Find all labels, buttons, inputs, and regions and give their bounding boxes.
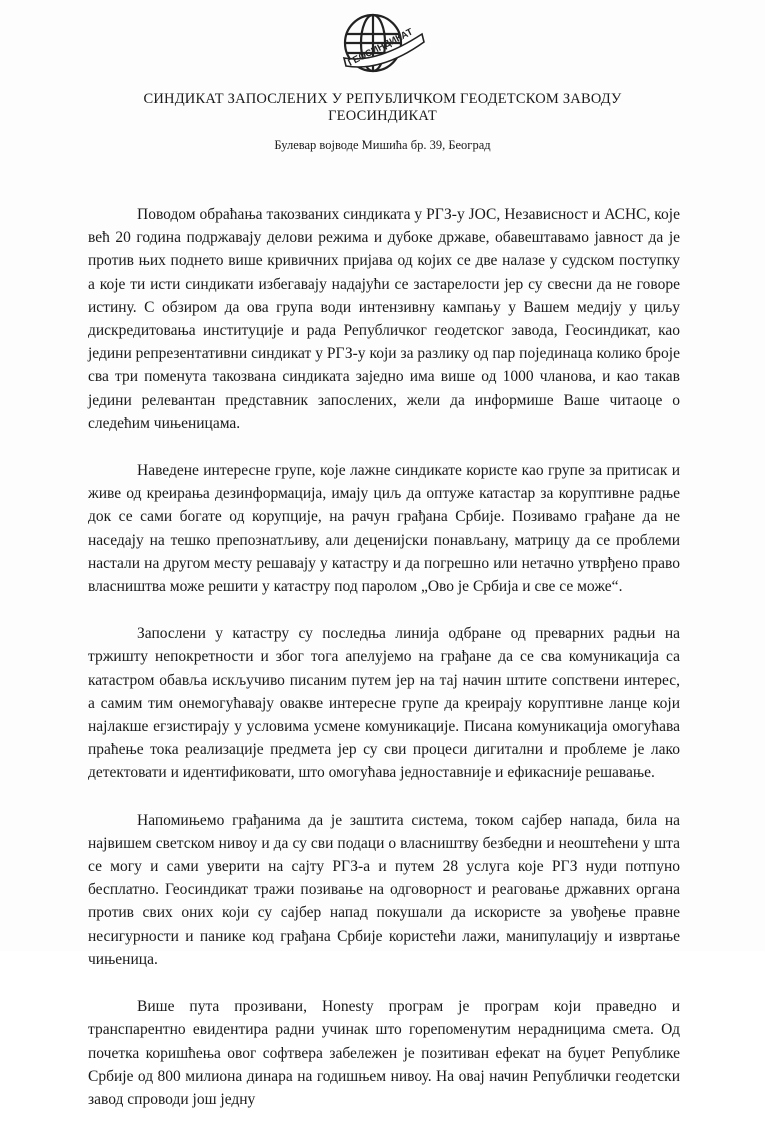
organization-name: СИНДИКАТ ЗАПОСЛЕНИХ У РЕПУБЛИЧКОМ ГЕОДЕТСКОМ ЗАВОДУ (143, 91, 622, 107)
organization-address: Булевар војводе Мишића бр. 39, Београд (274, 138, 491, 152)
paragraph-1: Поводом обраћања такозваних синдиката у РГЗ-у ЈОС, Независност и АСНС, које већ 20 година подржавају делови режима и дубоке државе, обавештавамо јавност да је против њих поднето више кривичних пријава од којих се две налазе у судском поступку а које ти исти синдикати избегавају надајући се застарелости јер су свесни да не говоре истину. С обзиром да ова група води интензивну кампању у Вашем медију у циљу дискредитовања институције и рада Републичког геодетског завода, Геосиндикат, као једини репрезентативни синдикат у РГЗ-у који за разлику од пар појединаца колико броје сва три поменута такозвана синдиката заједно има више од 1000 чланова, и као такав једини релевантан представник запослених, жели да информише Ваше читаоце о следећим чињеницама. (88, 206, 680, 432)
paragraph-3: Запослени у катастру су последња линија одбране од преварних радњи на тржишту непокретности и због тога апелујемо на грађане да се сва комуникација са катастром обавља искључиво писаним путем јер на тај начин штите сопствени интерес, а самим тим онемогућавају овакве интересне групе да креирају коруптивне ланце који најлакше егзистирају у условима усмене комуникације. Писана комуникација омогућава праћење тока реализације предмета јер су сви процеси дигитални и проблеме је лако детектовати и идентификовати, што омогућава једноставније и ефикасније решавање. (88, 625, 680, 782)
globe-logo-icon (336, 12, 426, 76)
letter-body (88, 203, 680, 1135)
paragraph-4: Напомињемо грађанима да је заштита система, током сајбер напада, била на највишем светском нивоу и да су сви подаци о власништву безбедни и неоштећени у шта се могу и сами уверити на сајту РГЗ-а и путем 28 услуга које РГЗ нуди потпуно бесплатно. Геосиндикат тражи позивање на одговорност и реаговање државних органа против свих оних који су сајбер напад покушали да искористе за увођење правне несигурности и панике код грађана Србије користећи лажи, манипулацију и извртање чињеница. (88, 811, 680, 968)
paragraph-5: Више пута прозивани, Honesty програм је програм који праведно и транспарентно евидентира радни учинак што горепоменутим нерадницима смета. Од почетка коришћења овог софтвера забележен је позитиван ефекат на буџет Републике Србије од 800 милиона динара на годишњем нивоу. На овај начин Републички геодетски завод спроводи још једну (88, 998, 680, 1108)
logo-text: ГЕОСИНДИКАТ (346, 26, 415, 69)
organization-short-name: ГЕОСИНДИКАТ (328, 108, 437, 124)
paragraph-2: Наведене интересне групе, које лажне синдикате користе као групе за притисак и живе од креирања дезинформација, имају циљ да оптуже катастар за коруптивне радње док се сами богате од корупције, на рачун грађана Србије. Позивамо грађане да не наседају на тешко препознатљиву, али деценијски понављану, матрицу да се проблеми настали на другом месту решавају у катастру и да погрешно или нетачно утврђено право власништва може решити у катастру под паролом „Ово је Србија и све се може“. (88, 462, 680, 596)
